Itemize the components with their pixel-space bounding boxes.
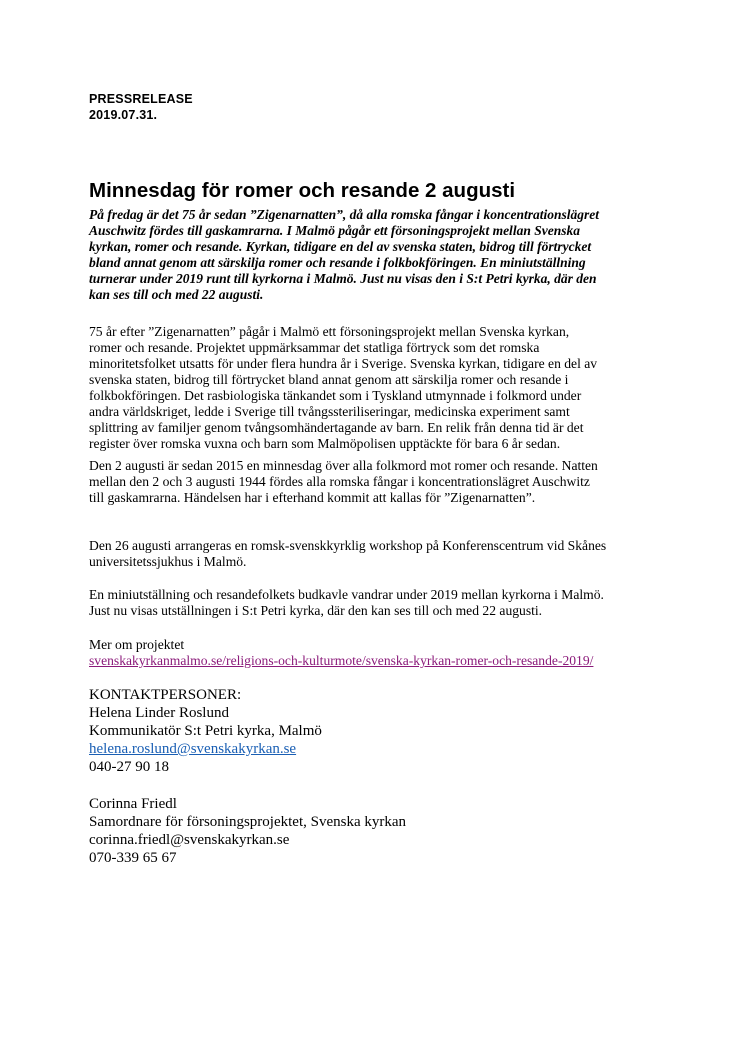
lead-line: turnerar under 2019 runt till kyrkorna i Malmö. Just nu visas den i S:t Petri kyrka, där den <box>89 271 597 286</box>
contact-section-second <box>89 795 406 867</box>
contact-name: Corinna Friedl <box>89 796 177 812</box>
paragraph-line: folkbokföringen. Det rasbiologiska tänkandet som i Tyskland utmynnade i folkmord under <box>89 388 582 403</box>
lead-line: Auschwitz fördes till gaskamrarna. I Malmö pågår ett försoningsprojekt mellan Svenska <box>89 223 580 238</box>
paragraph-line: universitetssjukhus i Malmö. <box>89 554 247 569</box>
paragraph-line: splittring av familjer genom tvångsomhändertagande av barn. En relik från denna tid är det <box>89 420 584 435</box>
document-type-label: PRESSRELEASE <box>89 92 193 106</box>
contact-role: Kommunikatör S:t Petri kyrka, Malmö <box>89 723 322 739</box>
article-title: Minnesdag för romer och resande 2 augusti <box>89 179 516 202</box>
contacts-heading: KONTAKTPERSONER: <box>89 687 242 703</box>
paragraph-line: andra världskriget, ledde i Sverige till tvångssteriliseringar, medicinska experiment samt <box>89 404 570 419</box>
more-info <box>89 637 659 669</box>
contact-phone: 070-339 65 67 <box>89 850 177 866</box>
paragraph-memorial-day <box>89 458 659 506</box>
lead-line: bland annat genom att särskilja romer och resande i folkbokföringen. En miniutställning <box>89 255 586 270</box>
paragraph-line: Den 26 augusti arrangeras en romsk-svenskkyrklig workshop på Konferenscentrum vid Skånes <box>89 538 607 553</box>
article-lead <box>89 207 649 303</box>
release-date: 2019.07.31. <box>89 108 158 122</box>
paragraph-workshop <box>89 538 659 570</box>
paragraph-line: till gaskamrarna. Händelsen har i efterhand kommit att kallas för ”Zigenarnatten”. <box>89 490 536 505</box>
contact-section <box>89 686 322 776</box>
lead-line: kan ses till och med 22 augusti. <box>89 287 264 302</box>
paragraph-line: Den 2 augusti är sedan 2015 en minnesdag över alla folkmord mot romer och resande. Natten <box>89 458 598 473</box>
paragraph-line: register över romska vuxna och barn som Malmöpolisen upptäckte för bara 6 år sedan. <box>89 436 561 451</box>
paragraph-line: minoritetsfolket utsatts för under flera hundra år i Sverige. Svenska kyrkan, tidigare en del av <box>89 356 598 371</box>
paragraph-line: 75 år efter ”Zigenarnatten” pågår i Malmö ett försoningsprojekt mellan Svenska kyrkan, <box>89 324 570 339</box>
lead-line: På fredag är det 75 år sedan ”Zigenarnatten”, då alla romska fångar i koncentrationslägret <box>89 207 600 222</box>
contact-name: Helena Linder Roslund <box>89 705 229 721</box>
paragraph-line: mellan den 2 och 3 augusti 1944 fördes alla romska fångar i koncentrationslägret Auschwitz <box>89 474 590 489</box>
paragraph-background <box>89 324 659 452</box>
paragraph-line: svenska staten, bidrog till förtrycket bland annat genom att särskilja romer och resande i <box>89 372 569 387</box>
lead-line: kyrkan, romer och resande. Kyrkan, tidigare en del av svenska staten, bidrog till förtrycket <box>89 239 592 254</box>
paragraph-exhibition <box>89 587 659 619</box>
contact-email: corinna.friedl@svenskakyrkan.se <box>89 832 290 848</box>
contact-email-link[interactable]: helena.roslund@svenskakyrkan.se <box>89 741 297 757</box>
project-link[interactable]: svenskakyrkanmalmo.se/religions-och-kulturmote/svenska-kyrkan-romer-och-resande-2019/ <box>89 653 594 668</box>
more-info-label: Mer om projektet <box>89 637 185 652</box>
paragraph-line: En miniutställning och resandefolkets budkavle vandrar under 2019 mellan kyrkorna i Malmö. <box>89 587 604 602</box>
contact-phone: 040-27 90 18 <box>89 759 169 775</box>
paragraph-line: Just nu visas utställningen i S:t Petri kyrka, där den kan ses till och med 22 augusti. <box>89 603 543 618</box>
paragraph-line: romer och resande. Projektet uppmärksammar det statliga förtryck som det romska <box>89 340 540 355</box>
contact-role: Samordnare för försoningsprojektet, Svenska kyrkan <box>89 814 407 830</box>
